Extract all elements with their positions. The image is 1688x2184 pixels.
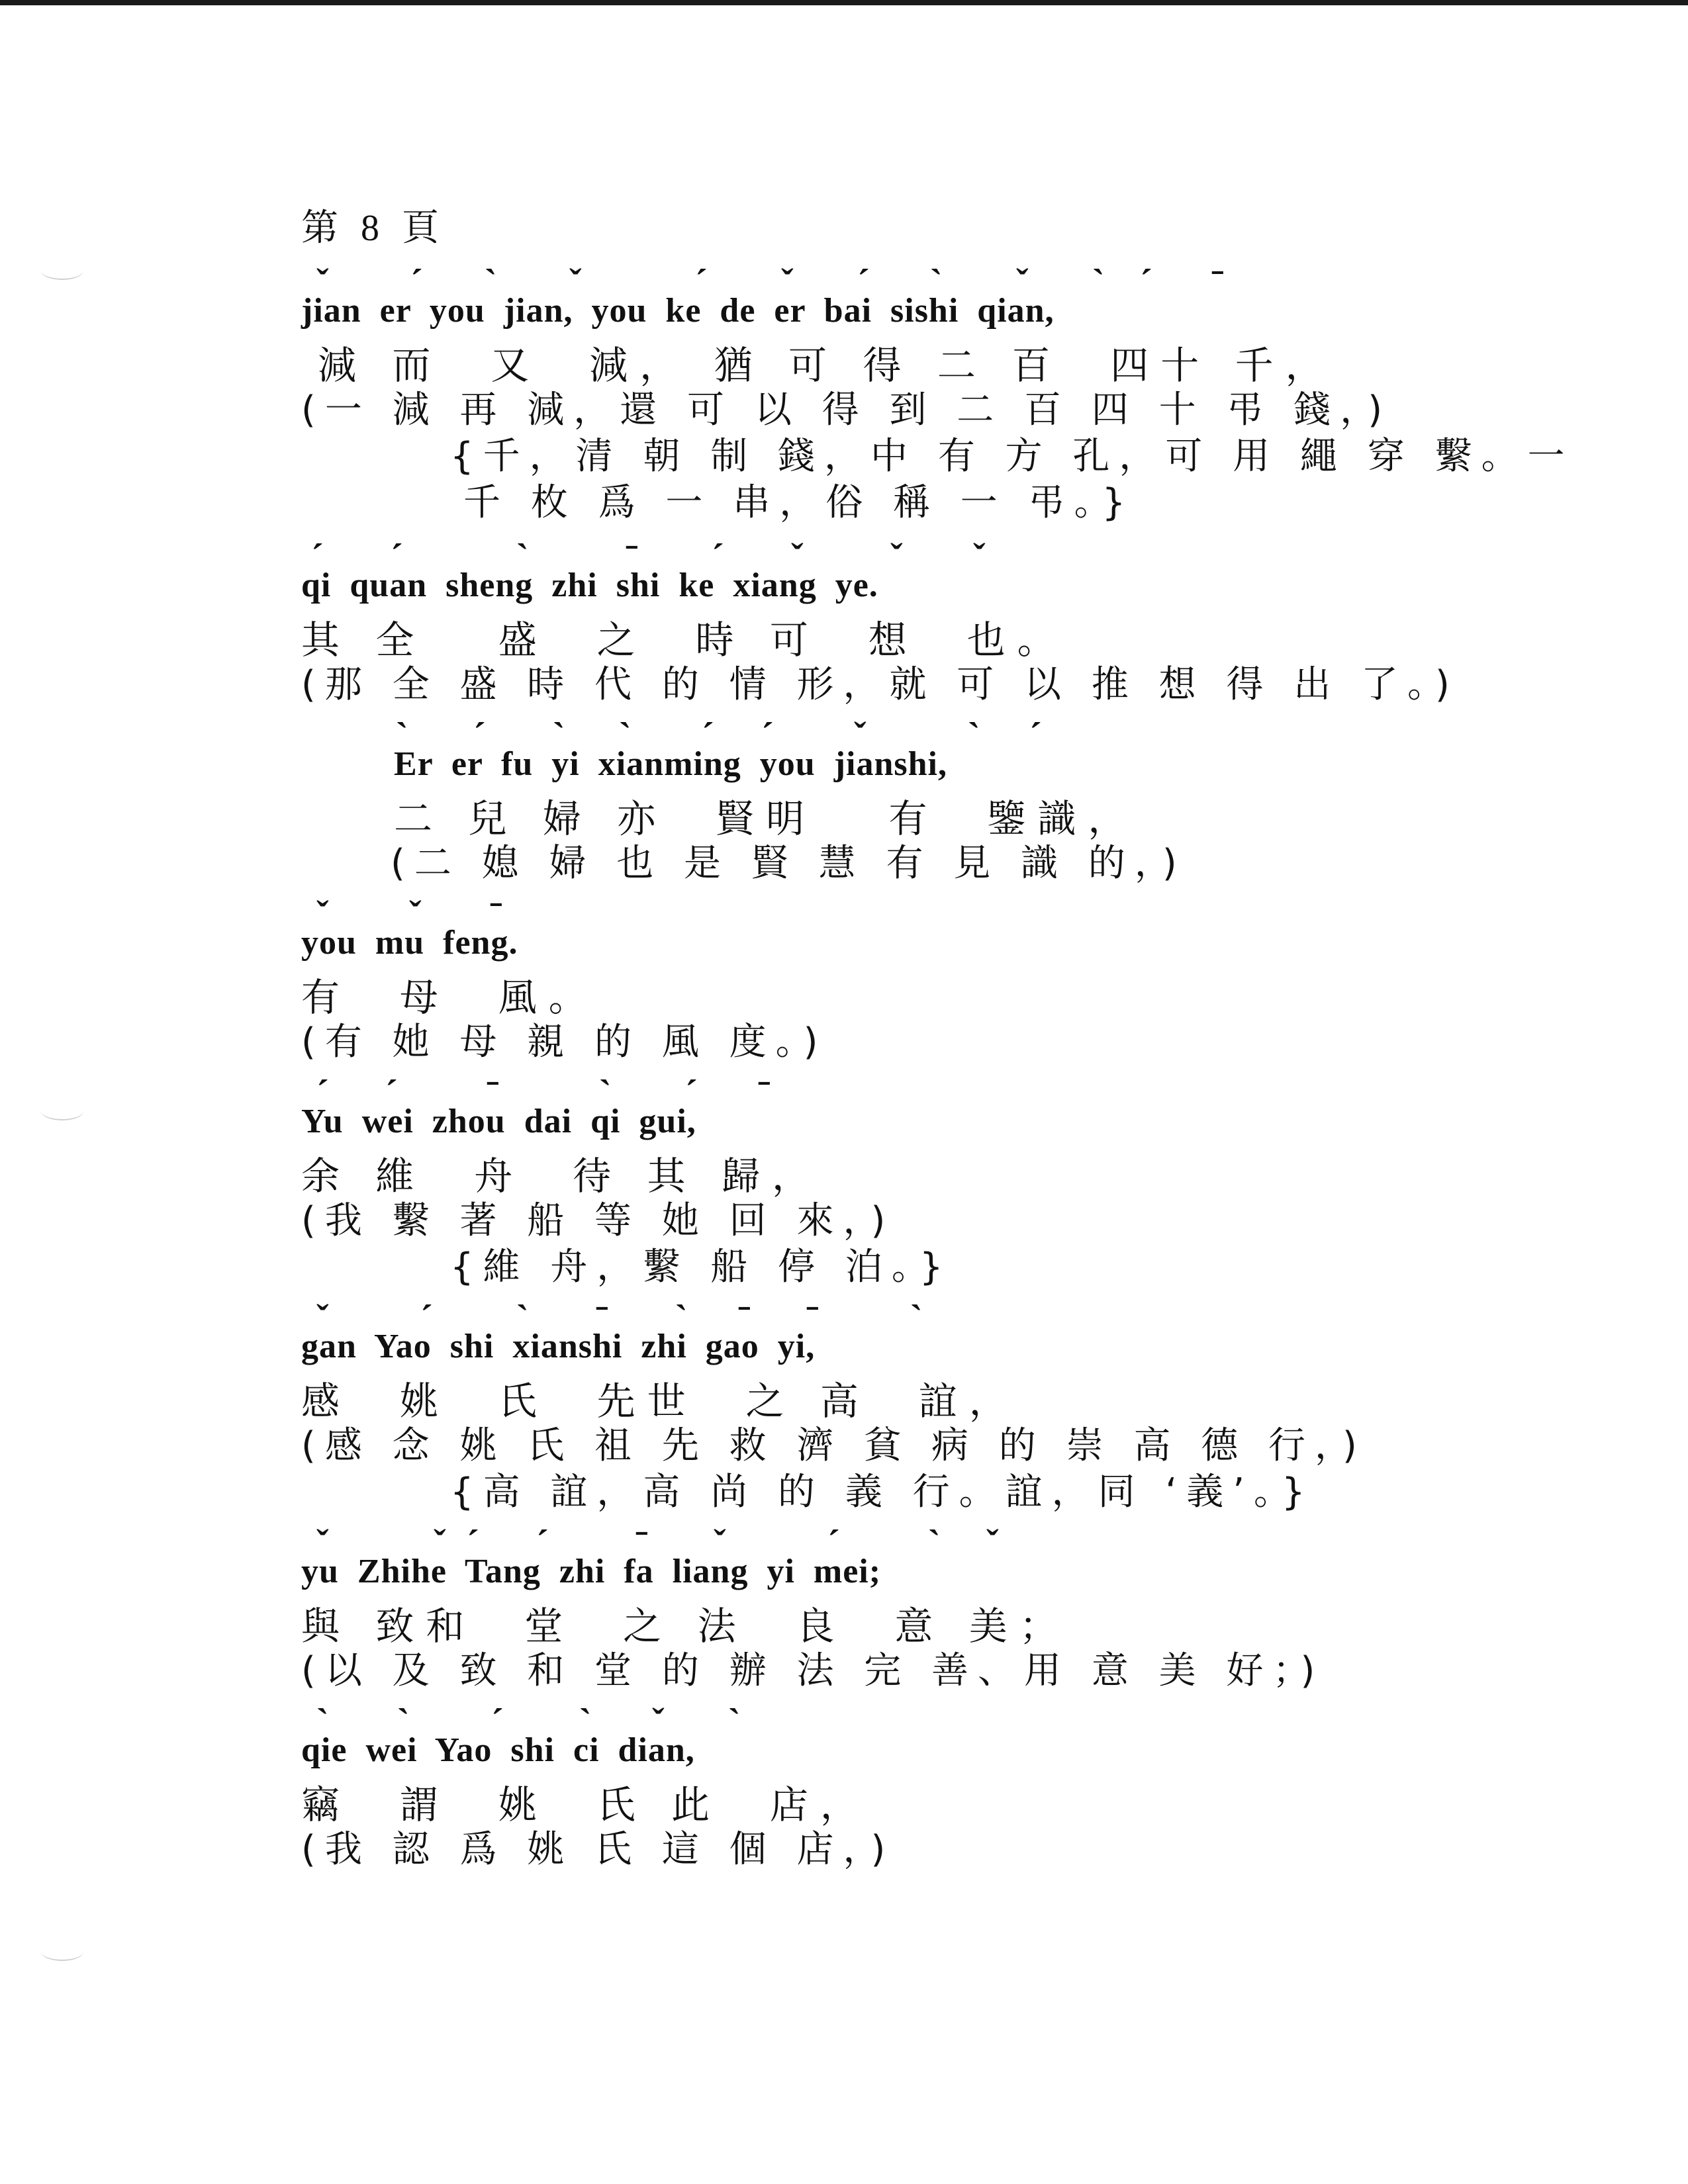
tone-mark-icon: ˊ bbox=[391, 537, 403, 578]
tone-mark-icon: ˊ bbox=[410, 262, 423, 303]
chinese-line: 有 母 風。 bbox=[301, 975, 599, 1020]
tone-mark-icon: ˊ bbox=[311, 537, 324, 578]
scan-top-edge bbox=[0, 0, 1688, 5]
tone-mark-icon: ˇ bbox=[1016, 262, 1029, 303]
tone-mark-icon: ˊ bbox=[536, 1523, 549, 1564]
translation-line: (感 念 姚 氏 祖 先 救 濟 貧 病 的 崇 高 德 行，) bbox=[301, 1424, 1366, 1467]
tone-mark-icon: ˊ bbox=[827, 1523, 840, 1564]
tone-mark-icon: ˇ bbox=[714, 1523, 726, 1564]
tone-mark-icon: ˇ bbox=[791, 537, 804, 578]
tone-mark-icon: ˇ bbox=[316, 262, 329, 303]
tone-mark-icon: ˊ bbox=[473, 715, 486, 756]
tone-mark-icon: ˋ bbox=[599, 1073, 612, 1114]
tone-mark-icon: ˇ bbox=[569, 262, 582, 303]
chinese-line: 竊 謂 姚 氏 此 店， bbox=[301, 1782, 870, 1827]
translation-line: (二 媳 婦 也 是 賢 慧 有 見 識 的，) bbox=[391, 842, 1186, 885]
tone-mark-icon: ˇ bbox=[316, 1298, 329, 1339]
tone-mark-icon: ˉ bbox=[626, 537, 638, 578]
pinyin-line: yu Zhihe Tang zhi fa liang yi mei; bbox=[301, 1553, 882, 1590]
tone-mark-icon: ˋ bbox=[397, 1702, 410, 1743]
translation-line: (一 減 再 減，還 可 以 得 到 二 百 四 十 弔 錢，) bbox=[301, 388, 1392, 432]
tone-mark-icon: ˋ bbox=[516, 537, 529, 578]
tone-mark-icon: ˋ bbox=[910, 1298, 923, 1339]
tone-mark-icon: ˇ bbox=[854, 715, 867, 756]
tone-mark-icon: ˊ bbox=[685, 1073, 698, 1114]
note-line: 千 枚 爲 一 串，俗 稱 一 弔。} bbox=[463, 481, 1135, 524]
tone-mark-icon: ˋ bbox=[396, 715, 408, 756]
tone-mark-icon: ˊ bbox=[702, 715, 714, 756]
tone-mark-icon: ˇ bbox=[316, 894, 329, 935]
tone-mark-icon: ˇ bbox=[986, 1523, 999, 1564]
tone-mark-icon: ˊ bbox=[467, 1523, 479, 1564]
tone-mark-icon: ˋ bbox=[553, 715, 565, 756]
tone-mark-icon: ˇ bbox=[434, 1523, 446, 1564]
tone-mark-icon: ˊ bbox=[857, 262, 870, 303]
tone-mark-icon: ˉ bbox=[635, 1523, 648, 1564]
tone-mark-icon: ˋ bbox=[316, 1702, 329, 1743]
tone-mark-icon: ˋ bbox=[675, 1298, 688, 1339]
tone-mark-icon: ˇ bbox=[973, 537, 986, 578]
pinyin-line: you mu feng. bbox=[301, 924, 518, 962]
tone-mark-icon: ˊ bbox=[420, 1298, 433, 1339]
tone-mark-icon: ˇ bbox=[316, 1523, 329, 1564]
chinese-line: 感 姚 氏 先世 之 高 誼， bbox=[301, 1379, 1019, 1424]
translation-line: (那 全 盛 時 代 的 情 形，就 可 以 推 想 得 出 了。) bbox=[301, 663, 1459, 706]
chinese-line: 二 兒 婦 亦 賢明 有 鑒識， bbox=[394, 796, 1139, 841]
tone-mark-icon: ˊ bbox=[695, 262, 708, 303]
tone-mark-icon: ˊ bbox=[1140, 262, 1152, 303]
tone-mark-icon: ˉ bbox=[738, 1298, 751, 1339]
chinese-line: 減 而 又 減， 猶 可 得 二 百 四十 千， bbox=[318, 343, 1336, 388]
tone-mark-icon: ˋ bbox=[516, 1298, 529, 1339]
tone-mark-icon: ˊ bbox=[385, 1073, 398, 1114]
punch-hole-mark bbox=[41, 1102, 83, 1120]
translation-line: (以 及 致 和 堂 的 辦 法 完 善、用 意 美 好；) bbox=[301, 1649, 1325, 1692]
tone-mark-icon: ˋ bbox=[619, 715, 632, 756]
pinyin-line: gan Yao shi xianshi zhi gao yi, bbox=[301, 1328, 816, 1365]
punch-hole-mark bbox=[41, 261, 83, 280]
tone-mark-icon: ˋ bbox=[930, 262, 943, 303]
tone-mark-icon: ˋ bbox=[579, 1702, 592, 1743]
pinyin-line: jian er you jian, you ke de er bai sishi qian, bbox=[301, 292, 1055, 330]
tone-mark-icon: ˋ bbox=[928, 1523, 941, 1564]
translation-line: (我 認 爲 姚 氏 這 個 店，) bbox=[301, 1828, 895, 1871]
note-line: {高 誼，高 尚 的 義 行。誼，同 ‘義’。} bbox=[450, 1471, 1315, 1514]
tone-mark-icon: ˉ bbox=[596, 1298, 608, 1339]
tone-mark-icon: ˉ bbox=[1211, 262, 1224, 303]
tone-mark-icon: ˊ bbox=[1029, 715, 1042, 756]
chinese-line: 其 全 盛 之 時 可 想 也。 bbox=[301, 617, 1068, 662]
punch-hole-mark bbox=[41, 1942, 83, 1961]
tone-mark-icon: ˉ bbox=[487, 1073, 499, 1114]
pinyin-line: Er er fu yi xianming you jianshi, bbox=[394, 745, 947, 783]
page-number-label: 第 8 頁 bbox=[301, 208, 445, 249]
tone-mark-icon: ˉ bbox=[806, 1298, 819, 1339]
pinyin-line: qie wei Yao shi ci dian, bbox=[301, 1731, 695, 1769]
tone-mark-icon: ˇ bbox=[409, 894, 422, 935]
tone-mark-icon: ˋ bbox=[728, 1702, 741, 1743]
tone-mark-icon: ˊ bbox=[491, 1702, 504, 1743]
tone-mark-icon: ˋ bbox=[1092, 262, 1105, 303]
tone-mark-icon: ˉ bbox=[758, 1073, 771, 1114]
chinese-line: 與 致和 堂 之 法 良 意 美； bbox=[301, 1604, 1070, 1649]
translation-line: (有 她 母 親 的 風 度。) bbox=[301, 1021, 827, 1064]
translation-line: (我 繫 著 船 等 她 回 來，) bbox=[301, 1199, 895, 1242]
pinyin-line: qi quan sheng zhi shi ke xiang ye. bbox=[301, 567, 878, 604]
tone-mark-icon: ˊ bbox=[316, 1073, 329, 1114]
pinyin-line: Yu wei zhou dai qi gui, bbox=[301, 1103, 696, 1140]
tone-mark-icon: ˉ bbox=[490, 894, 502, 935]
tone-mark-icon: ˇ bbox=[652, 1702, 665, 1743]
note-line: {維 舟，繫 船 停 泊。} bbox=[450, 1246, 953, 1289]
note-line: {千，清 朝 制 錢，中 有 方 孔，可 用 繩 穿 繫。一 bbox=[450, 435, 1574, 478]
tone-mark-icon: ˋ bbox=[485, 262, 497, 303]
tone-mark-icon: ˊ bbox=[712, 537, 724, 578]
tone-mark-icon: ˇ bbox=[890, 537, 903, 578]
chinese-line: 余 維 舟 待 其 歸， bbox=[301, 1154, 823, 1199]
tone-mark-icon: ˇ bbox=[781, 262, 794, 303]
tone-mark-icon: ˋ bbox=[968, 715, 980, 756]
tone-mark-icon: ˊ bbox=[761, 715, 774, 756]
